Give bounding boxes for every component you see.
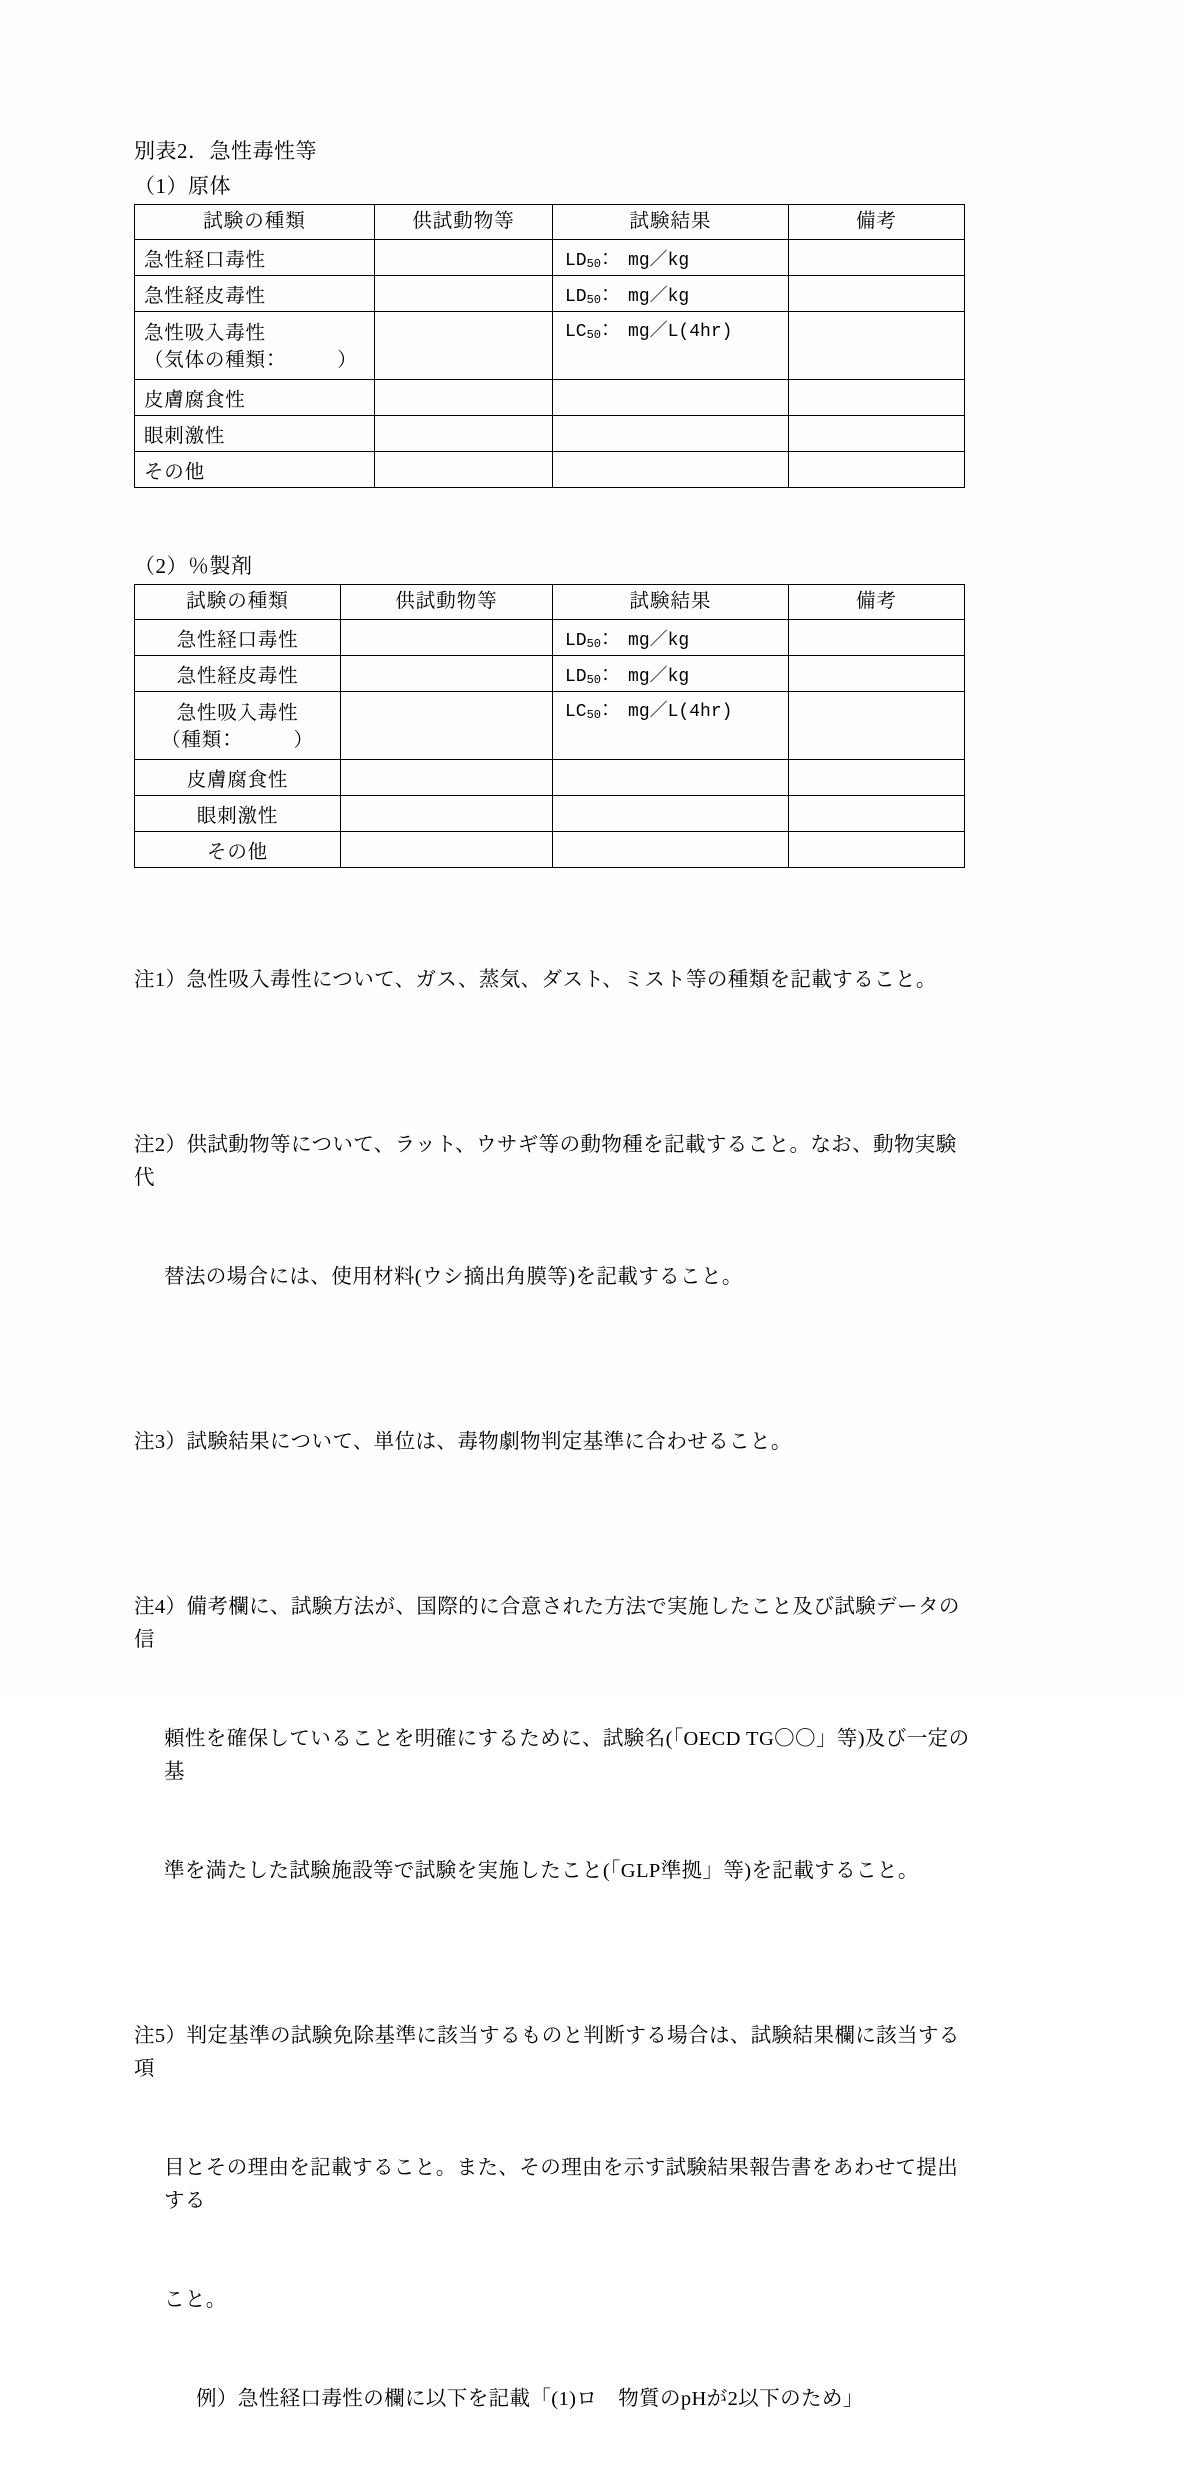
table-spacer	[134, 488, 974, 552]
result-rest: ： mg／kg	[601, 250, 690, 271]
note-1-line-1: 注1）急性吸入毒性について、ガス、蒸気、ダスト、ミスト等の種類を記載すること。	[134, 969, 937, 991]
cell-test-type: 急性経口毒性	[135, 620, 341, 656]
cell-test-result[interactable]	[553, 620, 789, 656]
header-remarks: 備考	[789, 585, 965, 620]
cell-test-animal[interactable]	[341, 656, 553, 692]
note-5-line-3: こと。	[164, 2289, 227, 2311]
cell-remarks[interactable]	[789, 832, 965, 868]
cell-test-type-line2: （気体の種類： ）	[144, 350, 358, 371]
cell-test-animal[interactable]	[375, 416, 553, 452]
cell-test-animal[interactable]	[341, 760, 553, 796]
result-subscript: 50	[586, 672, 602, 687]
cell-remarks[interactable]	[789, 276, 965, 312]
header-test-result: 試験結果	[553, 205, 789, 240]
cell-test-type: 皮膚腐食性	[135, 760, 341, 796]
cell-test-result[interactable]	[553, 452, 789, 488]
acute-toxicity-table-formulation	[134, 584, 965, 868]
table-row	[135, 760, 965, 796]
result-prefix: LD	[565, 630, 587, 651]
result-subscript: 50	[586, 328, 602, 342]
table-row	[135, 416, 965, 452]
cell-test-type	[135, 312, 375, 380]
result-rest: ： mg／kg	[601, 630, 690, 651]
cell-remarks[interactable]	[789, 656, 965, 692]
header-test-animal: 供試動物等	[375, 205, 553, 240]
cell-remarks[interactable]	[789, 312, 965, 380]
cell-test-animal[interactable]	[375, 312, 553, 380]
cell-test-type-line1: 急性吸入毒性	[144, 323, 266, 344]
note-2	[134, 1063, 974, 1360]
result-prefix: LC	[565, 322, 587, 342]
cell-test-type: 急性経口毒性	[135, 240, 375, 276]
result-prefix: LC	[565, 702, 587, 722]
header-test-animal: 供試動物等	[341, 585, 553, 620]
result-subscript: 50	[586, 256, 602, 271]
table-row	[135, 380, 965, 416]
cell-test-type-line2: （種類： ）	[161, 730, 314, 751]
cell-remarks[interactable]	[789, 380, 965, 416]
cell-test-result[interactable]	[553, 656, 789, 692]
result-prefix: LD	[565, 286, 587, 307]
page-title: 別表2．急性毒性等	[134, 139, 317, 163]
table-row	[135, 796, 965, 832]
header-test-result: 試験結果	[553, 585, 789, 620]
result-subscript: 50	[586, 708, 602, 722]
note-1	[134, 898, 974, 1063]
cell-test-type: 急性経皮毒性	[135, 276, 375, 312]
result-rest: ： mg／L(4hr)	[601, 702, 733, 722]
table-row	[135, 620, 965, 656]
table-header-row	[135, 205, 965, 240]
cell-test-type: その他	[135, 452, 375, 488]
header-remarks: 備考	[789, 205, 965, 240]
cell-test-type	[135, 692, 341, 760]
note-4-line-2: 頼性を確保していることを明確にするために、試験名(「OECD TG〇〇」等)及び一定の基	[164, 1728, 970, 1783]
acute-toxicity-table-raw-material	[134, 204, 965, 488]
cell-test-animal[interactable]	[375, 452, 553, 488]
cell-test-result[interactable]	[553, 832, 789, 868]
note-2-line-1: 注2）供試動物等について、ラット、ウサギ等の動物種を記載すること。なお、動物実験代	[134, 1134, 957, 1189]
note-3-line-1: 注3）試験結果について、単位は、毒物劇物判定基準に合わせること。	[134, 1431, 792, 1453]
cell-test-result[interactable]	[553, 796, 789, 832]
result-rest: ： mg／L(4hr)	[601, 322, 733, 342]
result-subscript: 50	[586, 292, 602, 307]
note-5-line-2: 目とその理由を記載すること。また、その理由を示す試験結果報告書をあわせて提出する	[164, 2157, 959, 2212]
cell-test-type: その他	[135, 832, 341, 868]
header-test-type: 試験の種類	[135, 585, 341, 620]
note-3	[134, 1360, 974, 1525]
notes-section	[134, 898, 974, 2482]
cell-remarks[interactable]	[789, 620, 965, 656]
cell-remarks[interactable]	[789, 796, 965, 832]
cell-test-result[interactable]	[553, 416, 789, 452]
note-2-line-2: 替法の場合には、使用材料(ウシ摘出角膜等)を記載すること。	[164, 1266, 743, 1288]
section-label-seizai: （2）％製剤	[134, 554, 253, 578]
cell-test-type: 眼刺激性	[135, 796, 341, 832]
cell-remarks[interactable]	[789, 240, 965, 276]
result-prefix: LD	[565, 250, 587, 271]
note-4-line-1: 注4）備考欄に、試験方法が、国際的に合意された方法で実施したこと及び試験データの信	[134, 1596, 960, 1651]
cell-test-type: 眼刺激性	[135, 416, 375, 452]
header-test-type: 試験の種類	[135, 205, 375, 240]
cell-test-type: 急性経皮毒性	[135, 656, 341, 692]
cell-test-animal[interactable]	[375, 380, 553, 416]
cell-test-type: 皮膚腐食性	[135, 380, 375, 416]
cell-test-animal[interactable]	[375, 240, 553, 276]
note-4-line-3: 準を満たした試験施設等で試験を実施したこと(「GLP準拠」等)を記載すること。	[164, 1860, 919, 1882]
result-subscript: 50	[586, 636, 602, 651]
table-row	[135, 452, 965, 488]
table-row	[135, 656, 965, 692]
cell-remarks[interactable]	[789, 760, 965, 796]
cell-test-result[interactable]	[553, 380, 789, 416]
cell-test-animal[interactable]	[341, 620, 553, 656]
table-row	[135, 832, 965, 868]
section-label-genntai: （1）原体	[134, 174, 231, 198]
note-4	[134, 1525, 974, 1954]
table-row	[135, 692, 965, 760]
result-rest: ： mg／kg	[601, 286, 690, 307]
cell-test-result[interactable]	[553, 760, 789, 796]
cell-remarks[interactable]	[789, 416, 965, 452]
note-5-line-1: 注5）判定基準の試験免除基準に該当するものと判断する場合は、試験結果欄に該当する項	[134, 2025, 960, 2080]
table-row	[135, 312, 965, 380]
document-content	[134, 136, 974, 2482]
result-prefix: LD	[565, 666, 587, 687]
cell-test-result[interactable]	[553, 692, 789, 760]
cell-test-result[interactable]	[553, 276, 789, 312]
cell-test-result[interactable]	[553, 312, 789, 380]
cell-test-animal[interactable]	[341, 832, 553, 868]
result-rest: ： mg／kg	[601, 666, 690, 687]
cell-test-type-line1: 急性吸入毒性	[176, 703, 299, 724]
cell-test-animal[interactable]	[341, 692, 553, 760]
note-5-example-line: 例）急性経口毒性の欄に以下を記載「(1)ロ 物質のpHが2以下のため」	[196, 2388, 864, 2410]
table-row	[135, 240, 965, 276]
cell-test-result[interactable]	[553, 240, 789, 276]
note-5	[134, 1954, 974, 2482]
cell-test-animal[interactable]	[341, 796, 553, 832]
cell-test-animal[interactable]	[375, 276, 553, 312]
cell-remarks[interactable]	[789, 452, 965, 488]
table-header-row	[135, 585, 965, 620]
table-row	[135, 276, 965, 312]
cell-remarks[interactable]	[789, 692, 965, 760]
